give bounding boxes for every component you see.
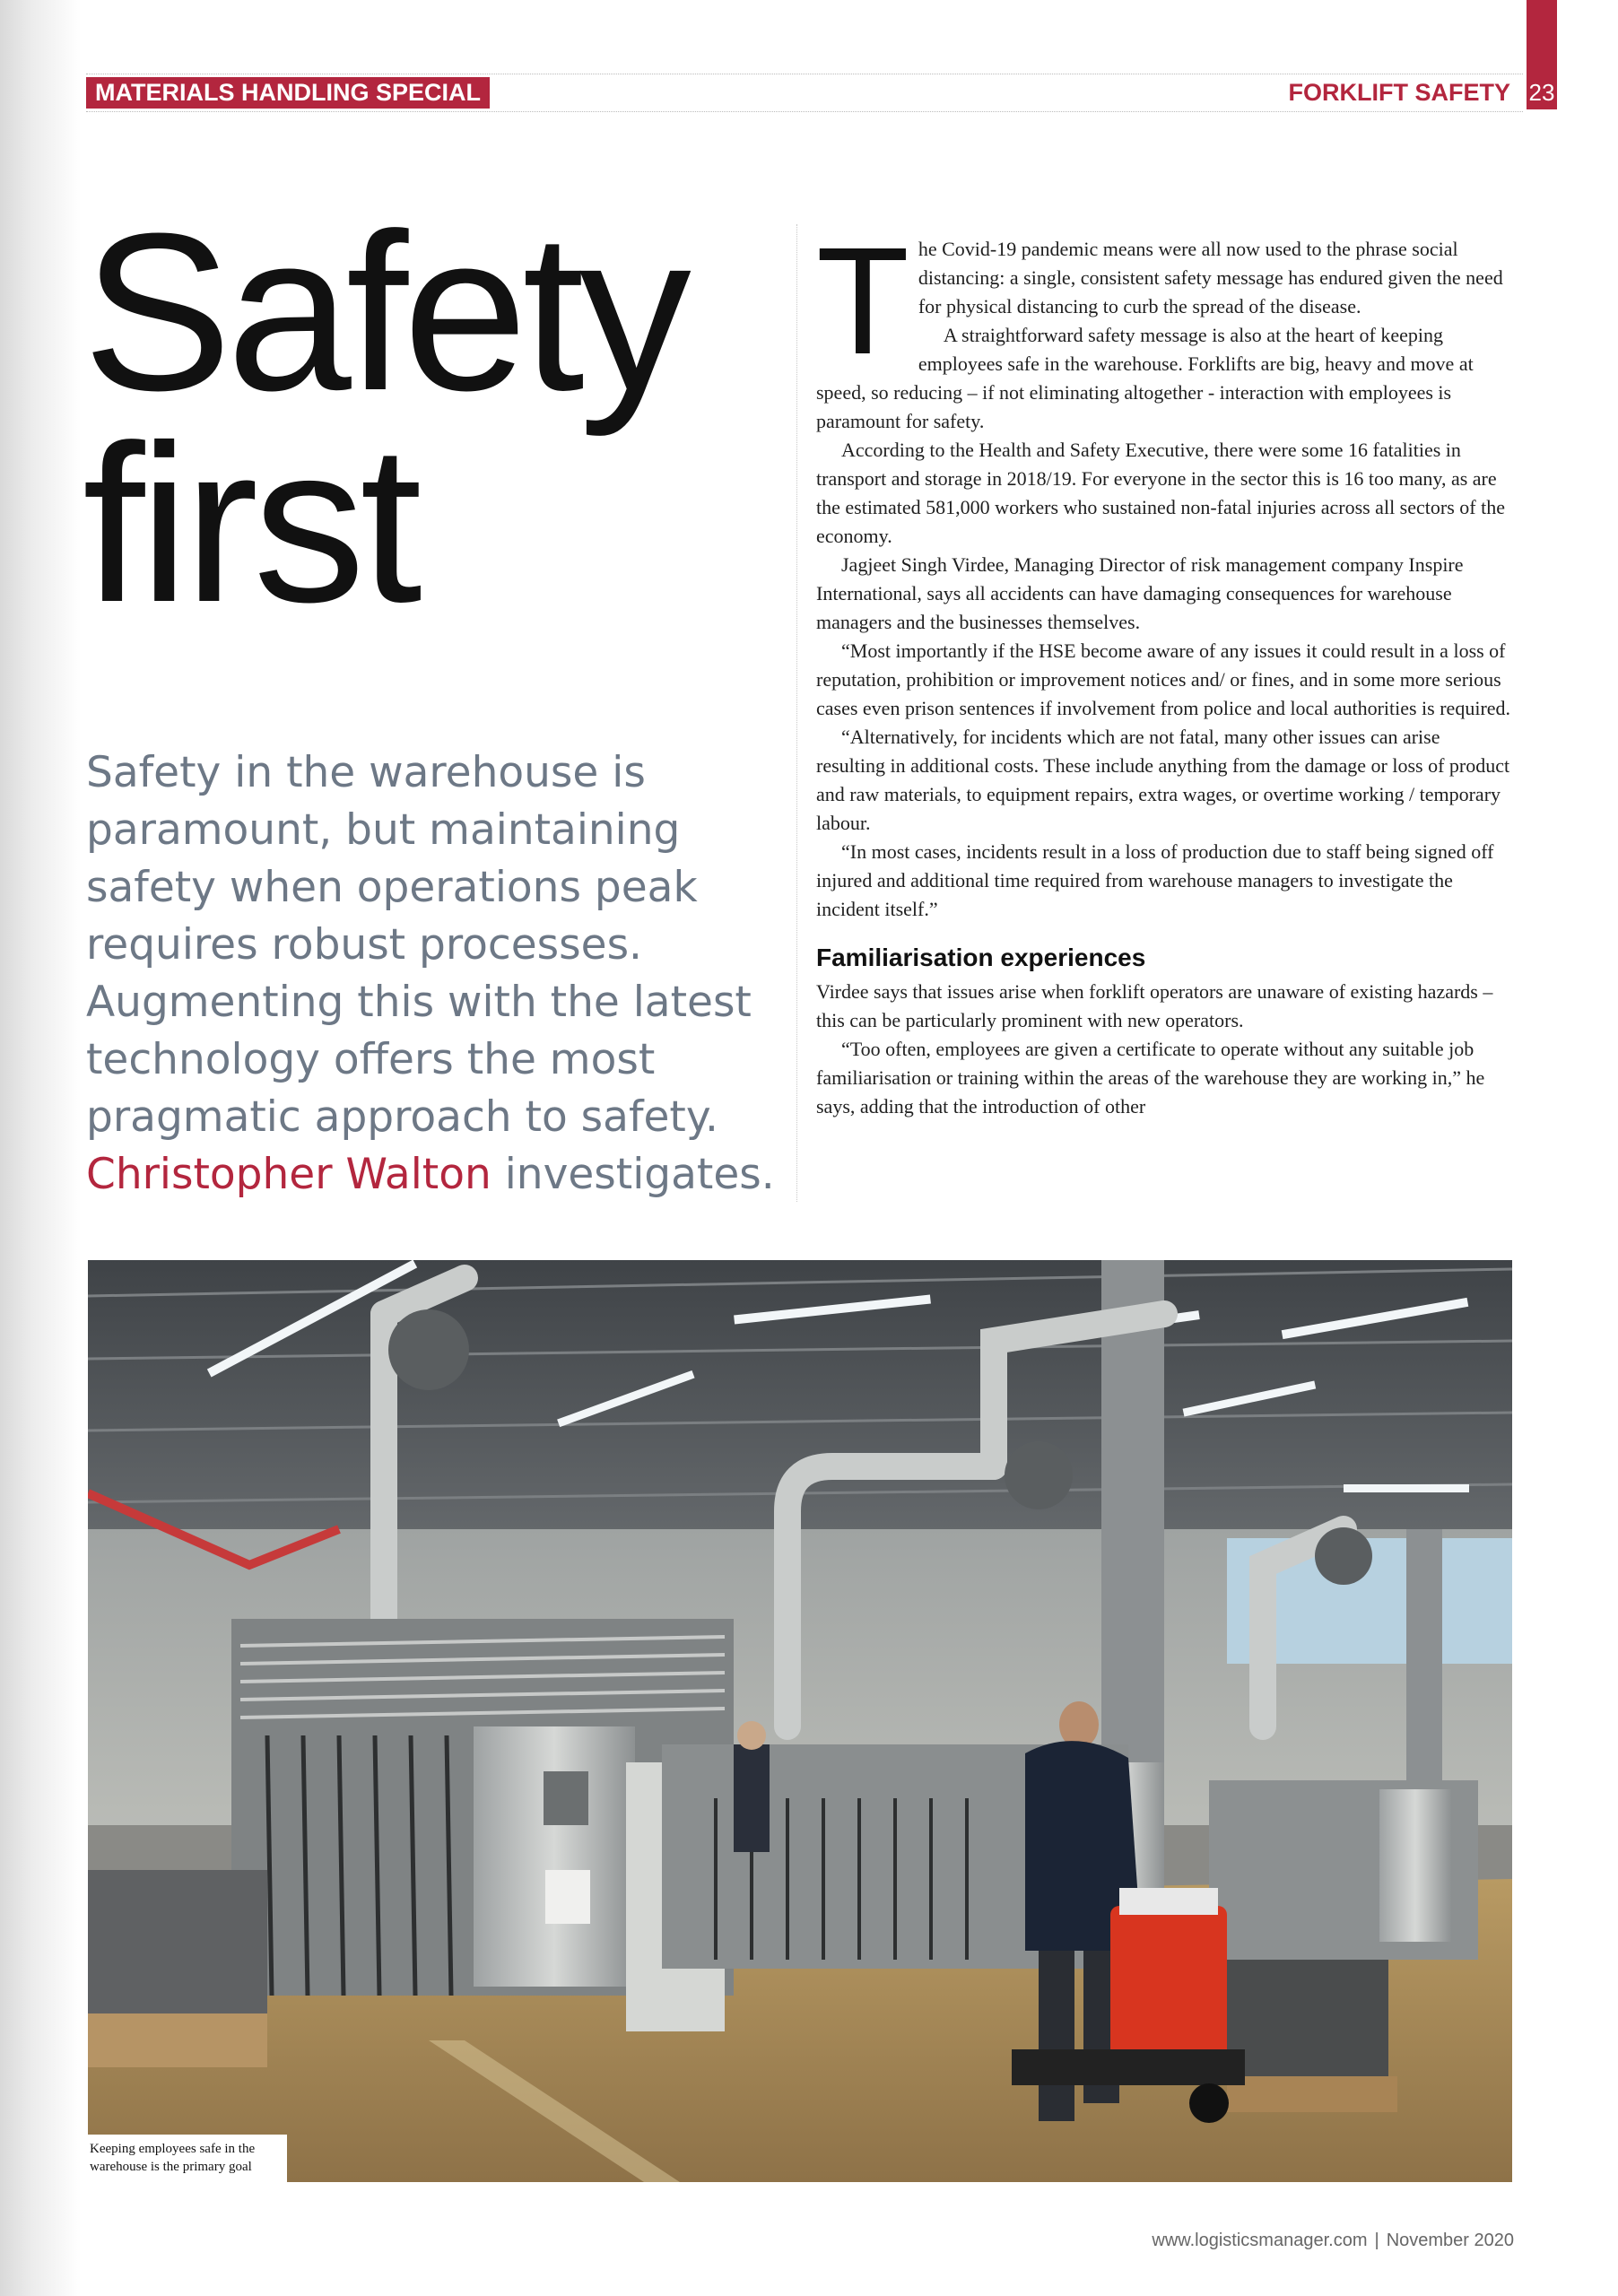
warehouse-illustration: [88, 1260, 1512, 2182]
paragraph-5: “Most importantly if the HSE become aware of any issues it could result in a loss of reputation, prohibition or improvement notices and/ or fines, and in some more serious cases even prison sentences if involvement from police and local authorities is required.: [816, 639, 1511, 719]
paragraph-4: Jagjeet Singh Virdee, Managing Director of risk management company Inspire International, says all accidents can have damaging consequences for warehouse managers and the businesses themselves.: [816, 553, 1464, 633]
photo-caption: Keeping employees safe in the warehouse is the primary goal: [88, 2135, 287, 2184]
standfirst-text: Safety in the warehouse is paramount, but maintaining safety when operations peak requires robust processes. Augmenting this with the latest technology offers the most pragmatic approach to safety.: [86, 748, 752, 1142]
standfirst: [86, 744, 795, 1204]
paragraph-1-text: he Covid-19 pandemic means were all now used to the phrase social distancing: a single, consistent safety message has endured given the need for physical distancing to curb the spread of the disease.: [918, 238, 1503, 317]
drop-cap: T: [816, 216, 909, 387]
paragraph-2: A straightforward safety message is also at the heart of keeping employees safe in the warehouse. Forklifts are big, heavy and move at speed, so reducing – if not eliminating altogether - interaction with employees is paramount for safety.: [816, 324, 1474, 432]
page-footer: [1152, 2231, 1514, 2251]
section-tag: MATERIALS HANDLING SPECIAL: [86, 77, 490, 109]
paragraph-7: “In most cases, incidents result in a loss of production due to staff being signed off injured and additional time required from warehouse managers to investigate the incident itself.”: [816, 840, 1494, 920]
standfirst-suffix: investigates.: [504, 1150, 775, 1199]
headline-line-2: first: [83, 398, 417, 648]
article-body: [816, 216, 1511, 1121]
footer-separator: |: [1374, 2231, 1379, 2250]
column-divider: [796, 224, 797, 1202]
paragraph-8: Virdee says that issues arise when forklift operators are unaware of existing hazards – this can be particularly prominent with new operators.: [816, 980, 1493, 1031]
header-rule-bottom: [86, 111, 1523, 112]
paragraph-9: “Too often, employees are given a certificate to operate without any suitable job familiarisation or training within the areas of the warehouse they are working in,” he says, adding that the introduction of other: [816, 1038, 1485, 1118]
headline-line-1: Safety: [83, 187, 686, 437]
footer-date: November 2020: [1386, 2231, 1514, 2250]
page-number: 23: [1527, 75, 1557, 109]
footer-website[interactable]: www.logisticsmanager.com: [1152, 2231, 1368, 2250]
paragraph-3: According to the Health and Safety Executive, there were some 16 fatalities in transport and storage in 2018/19. For everyone in the sector this is 16 too many, as are the estimated 581,000 workers who sustained non-fatal injuries across all sectors of the economy.: [816, 439, 1505, 547]
warehouse-photo: [88, 1260, 1512, 2182]
paragraph-6: “Alternatively, for incidents which are not fatal, many other issues can arise resulting in additional costs. These include anything from the damage or loss of product and raw materials, to equipment repairs, extra wages, or overtime working / temporary labour.: [816, 726, 1510, 834]
subheading: Familiarisation experiences: [816, 944, 1146, 971]
article-headline: [83, 187, 800, 648]
author-name: Christopher Walton: [86, 1150, 491, 1199]
section-title: FORKLIFT SAFETY: [1288, 79, 1510, 106]
page-binding-shadow: [0, 0, 81, 2296]
